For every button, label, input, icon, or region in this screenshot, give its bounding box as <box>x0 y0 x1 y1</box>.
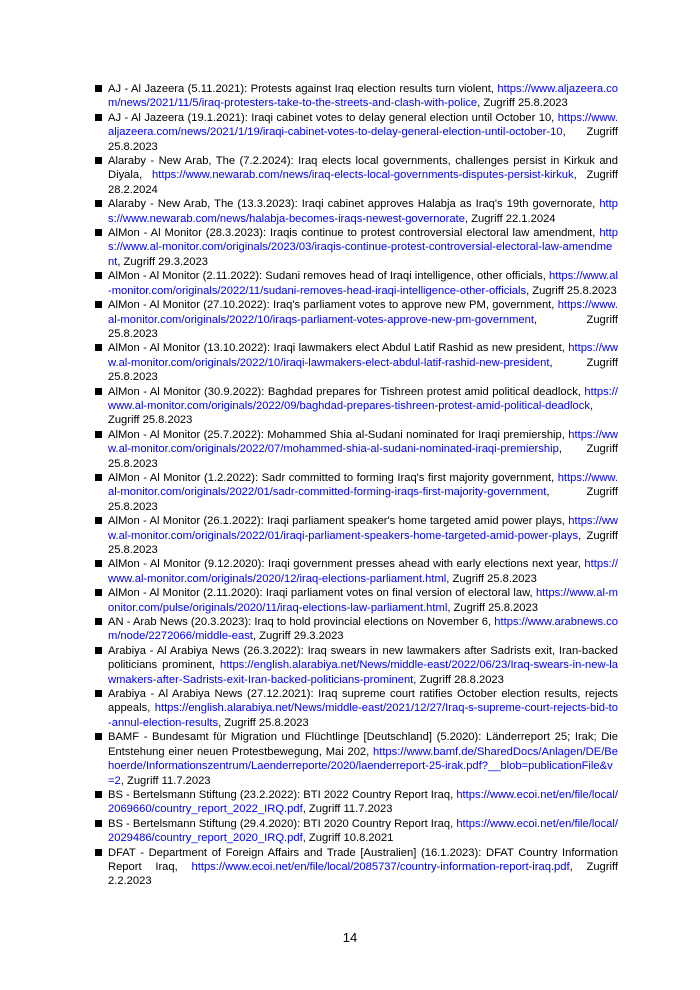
square-bullet-icon <box>95 114 102 121</box>
reference-text: BS - Bertelsmann Stiftung (29.4.2020): BTI 2020 Country Report Iraq, <box>108 817 457 830</box>
reference-text: BS - Bertelsmann Stiftung (23.2.2022): BTI 2022 Country Report Iraq, <box>108 788 457 801</box>
reference-item <box>92 846 618 889</box>
reference-link[interactable]: https://www.al-monitor.com/originals/2022/07/mohammed-shia-al-sudani-nominated-iraqi-premiership <box>108 428 618 456</box>
square-bullet-icon <box>95 388 102 395</box>
reference-text: DFAT - Department of Foreign Affairs and Trade [Australien] (16.1.2023): DFAT Country Information Report Iraq, <box>108 846 618 873</box>
reference-item <box>92 730 618 788</box>
reference-text: AlMon - Al Monitor (30.9.2022): Baghdad prepares for Tishreen protest amid political deadlock, <box>108 385 585 398</box>
square-bullet-icon <box>95 272 102 279</box>
access-date: , Zugriff 25.8.2023 <box>526 284 617 297</box>
square-bullet-icon <box>95 85 102 92</box>
access-date: , Zugriff 25.8.2023 <box>218 716 309 729</box>
square-bullet-icon <box>95 157 102 164</box>
reference-item <box>92 557 618 586</box>
access-date: , Zugriff 25.8.2023 <box>108 313 618 340</box>
reference-text: Alaraby - New Arab, The (13.3.2023): Iraqi cabinet approves Halabja as Iraq's 19th governorate, <box>108 198 600 211</box>
access-date: , Zugriff 29.3.2023 <box>117 255 208 268</box>
reference-item <box>92 615 618 644</box>
access-date: , Zugriff 25.8.2023 <box>108 529 618 556</box>
reference-item <box>92 226 618 269</box>
reference-text: AlMon - Al Monitor (27.10.2022): Iraq's parliament votes to approve new PM, government, <box>108 299 558 312</box>
square-bullet-icon <box>95 474 102 481</box>
reference-list <box>92 82 618 889</box>
reference-text: AlMon - Al Monitor (28.3.2023): Iraqis continue to protest controversial electoral law amendment, <box>108 227 600 240</box>
access-date: , Zugriff 29.3.2023 <box>252 630 344 643</box>
reference-text: BAMF - Bundesamt für Migration und Flüchtlinge [Deutschland] (5.2020): Länderreport 25; Irak; Die Entstehung einer neuen Protestbewegung, Mai 202, <box>108 731 618 758</box>
square-bullet-icon <box>95 517 102 524</box>
reference-link[interactable]: https://english.alarabiya.net/News/middle-east/2021/12/27/Iraq-s-supreme-court-rejects-bid-to-annul-election-results <box>108 702 618 729</box>
reference-link[interactable]: https://www.newarab.com/news/halabja-becomes-iraqs-newest-governorate <box>108 198 618 225</box>
access-date: , Zugriff 11.7.2023 <box>302 803 393 816</box>
reference-link[interactable]: https://www.al-monitor.com/originals/2022/01/sadr-committed-forming-iraqs-first-majority-government <box>108 471 618 499</box>
reference-text: Arabiya - Al Arabiya News (27.12.2021): Iraq supreme court ratifies October election results, rejects appeals, <box>108 688 618 715</box>
reference-item <box>92 82 618 111</box>
reference-text: Alaraby - New Arab, The (7.2.2024): Iraq elects local governments, challenges persist in Kirkuk and Diyala, <box>108 155 618 182</box>
access-date: , Zugriff 25.8.2023 <box>108 486 618 513</box>
access-date: , Zugriff 10.8.2021 <box>302 832 394 845</box>
reference-text: AN - Arab News (20.3.2023): Iraq to hold provincial elections on November 6, <box>108 616 495 629</box>
square-bullet-icon <box>95 431 102 438</box>
reference-link[interactable]: https://www.al-monitor.com/originals/2022/09/baghdad-prepares-tishreen-protest-amid-political-deadlock <box>108 385 618 412</box>
access-date: , Zugriff 22.1.2024 <box>464 212 556 225</box>
reference-item <box>92 514 618 557</box>
reference-link[interactable]: https://www.al-monitor.com/originals/2022/11/sudani-removes-head-iraqi-intelligence-other-officials <box>108 270 618 297</box>
square-bullet-icon <box>95 647 102 654</box>
square-bullet-icon <box>95 560 102 567</box>
reference-item <box>92 197 618 226</box>
reference-item <box>92 586 618 615</box>
access-date: , Zugriff 25.8.2023 <box>108 126 618 153</box>
reference-item <box>92 111 618 154</box>
page-number: 14 <box>342 930 358 945</box>
square-bullet-icon <box>95 344 102 351</box>
reference-text: AlMon - Al Monitor (26.1.2022): Iraqi parliament speaker's home targeted amid power plays, <box>108 515 569 528</box>
reference-text: AlMon - Al Monitor (1.2.2022): Sadr committed to forming Iraq's first majority government, <box>108 471 558 484</box>
reference-text: AlMon - Al Monitor (2.11.2022): Sudani removes head of Iraqi intelligence, other officials, <box>108 270 549 283</box>
square-bullet-icon <box>95 690 102 697</box>
reference-text: AlMon - Al Monitor (2.11.2020): Iraqi parliament votes on final version of electoral law, <box>108 587 536 600</box>
square-bullet-icon <box>95 589 102 596</box>
access-date: , Zugriff 25.8.2023 <box>108 356 618 384</box>
reference-link[interactable]: https://www.newarab.com/news/iraq-elects-local-governments-disputes-persist-kirkuk <box>152 169 574 182</box>
reference-link[interactable]: https://www.ecoi.net/en/file/local/2069660/country_report_2022_IRQ.pdf <box>108 788 618 816</box>
square-bullet-icon <box>95 733 102 740</box>
square-bullet-icon <box>95 229 102 236</box>
reference-link[interactable]: https://www.al-monitor.com/originals/2022/01/iraqi-parliament-speakers-home-targeted-amid-power-plays <box>108 515 618 542</box>
square-bullet-icon <box>95 820 102 827</box>
reference-item <box>92 385 618 428</box>
reference-link[interactable]: https://www.arabnews.com/node/2272066/middle-east <box>108 616 618 643</box>
reference-item <box>92 154 618 197</box>
access-date: , Zugriff 11.7.2023 <box>120 774 211 787</box>
square-bullet-icon <box>95 849 102 856</box>
reference-link[interactable]: https://english.alarabiya.net/News/middle-east/2022/06/23/Iraq-swears-in-new-lawmakers-after-Sadrists-exit-Iran-backed-politicians-prominent <box>108 659 618 686</box>
access-date: , Zugriff 25.8.2023 <box>447 601 538 614</box>
access-date: , Zugriff 25.8.2023 <box>446 572 537 585</box>
reference-text: AJ - Al Jazeera (5.11.2021): Protests against Iraq election results turn violent, <box>108 83 498 95</box>
reference-link[interactable]: https://www.ecoi.net/en/file/local/2029486/country_report_2020_IRQ.pdf <box>108 817 618 845</box>
reference-text: AlMon - Al Monitor (9.12.2020): Iraqi government presses ahead with early elections next year, <box>108 558 585 571</box>
access-date: , Zugriff 25.8.2023 <box>477 97 568 110</box>
reference-item <box>92 341 618 384</box>
square-bullet-icon <box>95 200 102 207</box>
reference-text: AJ - Al Jazeera (19.1.2021): Iraqi cabinet votes to delay general election until October 10, <box>108 111 558 124</box>
square-bullet-icon <box>95 618 102 625</box>
reference-item <box>92 428 618 471</box>
reference-link[interactable]: https://www.al-monitor.com/pulse/originals/2020/11/iraq-elections-law-parliament.html <box>108 587 618 614</box>
reference-link[interactable]: https://www.bamf.de/SharedDocs/Anlagen/DE/Behoerde/Informationszentrum/Laenderreporte/2020/laenderreport-25-irak.pdf?__blob=publicationFile&v=2 <box>108 745 618 787</box>
reference-link[interactable]: https://www.al-monitor.com/originals/2022/10/iraqs-parliament-votes-approve-new-pm-government <box>108 299 618 326</box>
access-date: , Zugriff 25.8.2023 <box>108 443 618 470</box>
reference-item <box>92 817 618 846</box>
reference-text: Arabiya - Al Arabiya News (26.3.2022): Iraq swears in new lawmakers after Sadrists exit, Iran-backed politicians prominent, <box>108 644 618 672</box>
reference-text: AlMon - Al Monitor (25.7.2022): Mohammed Shia al-Sudani nominated for Iraqi premiership, <box>108 428 569 441</box>
access-date: , Zugriff 25.8.2023 <box>108 399 594 427</box>
access-date: , Zugriff 28.2.2024 <box>108 169 618 196</box>
reference-link[interactable]: https://www.al-monitor.com/originals/2020/12/iraq-elections-parliament.html <box>108 558 618 585</box>
reference-item <box>92 298 618 341</box>
reference-text: AlMon - Al Monitor (13.10.2022): Iraqi lawmakers elect Abdul Latif Rashid as new president, <box>108 342 569 355</box>
reference-link[interactable]: https://www.aljazeera.com/news/2021/1/19/iraqi-cabinet-votes-to-delay-general-election-until-october-10 <box>108 111 618 139</box>
reference-item <box>92 269 618 298</box>
reference-link[interactable]: https://www.al-monitor.com/originals/2023/03/iraqis-continue-protest-controversial-electoral-law-amendment <box>108 227 618 268</box>
reference-link[interactable]: https://www.aljazeera.com/news/2021/11/5/iraq-protesters-take-to-the-streets-and-clash-with-police <box>108 83 618 110</box>
access-date: , Zugriff 2.2.2023 <box>108 860 618 888</box>
access-date: , Zugriff 28.8.2023 <box>413 673 504 686</box>
reference-item <box>92 687 618 730</box>
reference-link[interactable]: https://www.al-monitor.com/originals/2022/10/iraqi-lawmakers-elect-abdul-latif-rashid-new-president <box>108 342 618 369</box>
reference-item <box>92 788 618 817</box>
reference-item <box>92 471 618 514</box>
reference-item <box>92 644 618 687</box>
square-bullet-icon <box>95 301 102 308</box>
square-bullet-icon <box>95 791 102 798</box>
reference-link[interactable]: https://www.ecoi.net/en/file/local/2085737/country-information-report-iraq.pdf <box>191 860 570 873</box>
